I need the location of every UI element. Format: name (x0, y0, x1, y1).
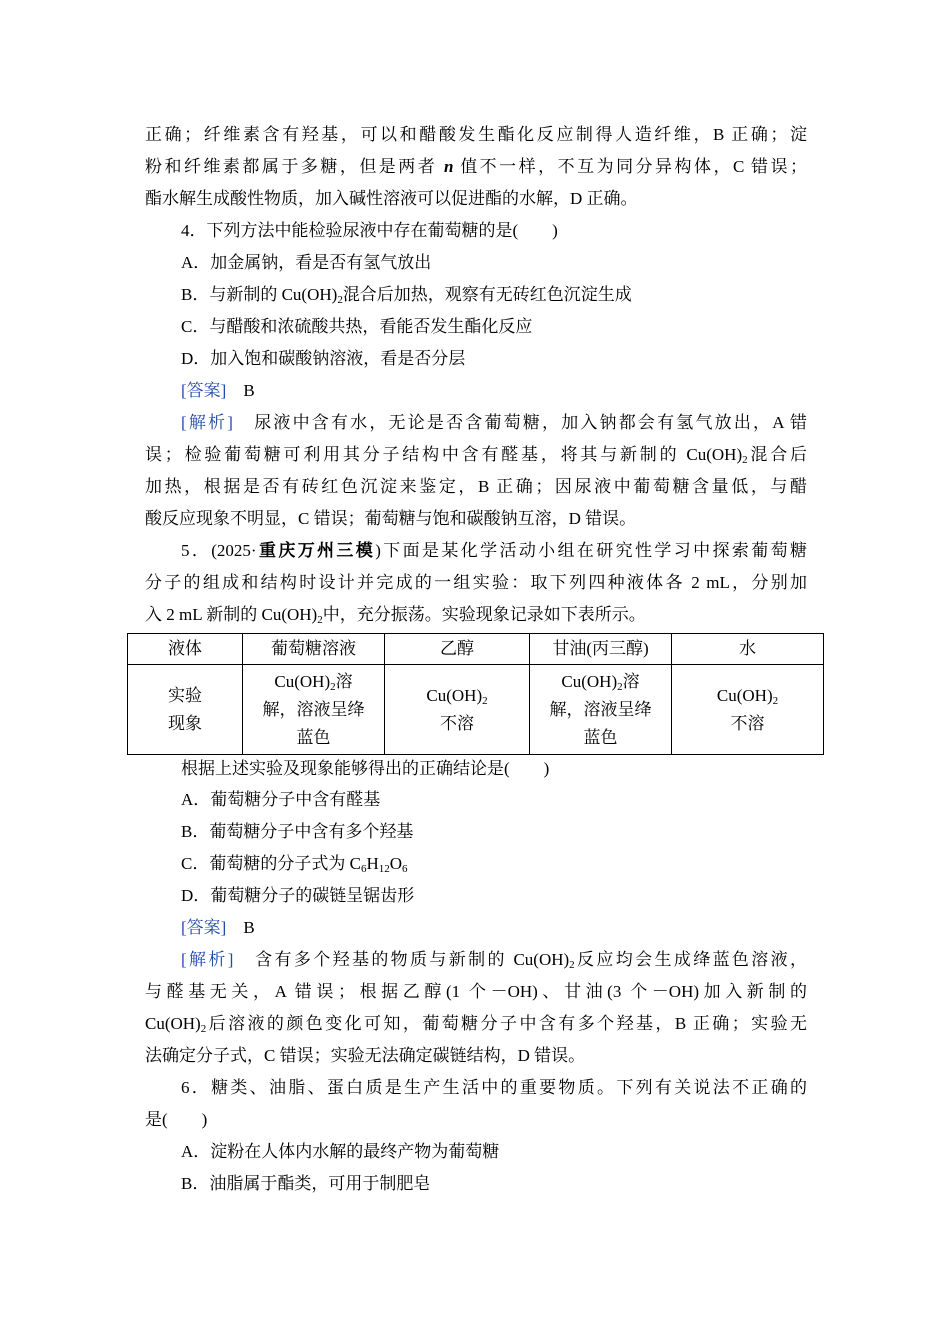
answer-tag: [答案] (181, 381, 227, 400)
table-header-cell: 乙醇 (385, 634, 530, 665)
question-source: 重庆万州三模 (256, 541, 376, 560)
option-a: A．淀粉在人体内水解的最终产物为葡萄糖 (181, 1142, 500, 1161)
option-a: A．葡萄糖分子中含有醛基 (181, 790, 381, 809)
text-line: 是( ) (145, 1110, 208, 1129)
row-label-cell: 实验 现象 (128, 665, 243, 755)
text-line: 酯水解生成酸性物质，加入碱性溶液可以促进酯的水解，D 正确。 (145, 189, 638, 208)
text-line: 入 2 mL 新制的 $Cu(OH)_2$中，充分振荡。实验现象记录如下表所示。 (145, 605, 646, 626)
option-b: B．与新制的 $Cu(OH)_2$混合后加热，观察有无砖红色沉淀生成 (181, 285, 632, 306)
table-header-cell: 甘油(丙三醇) (530, 634, 672, 665)
question-4-stem: 4．下列方法中能检验尿液中存在葡萄糖的是( ) (181, 221, 558, 240)
option-c: C．葡萄糖的分子式为 $C_6H_{12}O_6$ (181, 854, 408, 875)
explanation-4: [解析] 尿液中含有水，无论是否含葡萄糖，加入钠都会有氢气放出，A 错 (181, 413, 807, 432)
option-b: B．葡萄糖分子中含有多个羟基 (181, 822, 414, 841)
option-b: B．油脂属于酯类，可用于制肥皂 (181, 1174, 431, 1193)
table-header-cell: 葡萄糖溶液 (243, 634, 385, 665)
text-line: 法确定分子式，C 错误；实验无法确定碳链结构，D 错误。 (145, 1046, 586, 1065)
table-cell: $Cu(OH)_2$溶 解，溶液呈绛 蓝色 (243, 665, 385, 755)
explanation-tag: [解析] (181, 413, 233, 432)
explanation-tag: [解析] (181, 950, 234, 969)
answer-4: [答案] B (181, 381, 255, 400)
text-line: 与醛基无关，A 错误；根据乙醇(1 个－OH)、甘油(3 个－OH)加入新制的 (145, 982, 807, 1001)
option-c: C．与醋酸和浓硫酸共热，看能否发生酯化反应 (181, 317, 533, 336)
option-a: A．加金属钠，看是否有氢气放出 (181, 253, 432, 272)
option-d: D．葡萄糖分子的碳链呈锯齿形 (181, 886, 415, 905)
question-5-prompt: 根据上述实验及现象能够得出的正确结论是( ) (181, 759, 550, 778)
answer-5: [答案] B (181, 918, 255, 937)
question-6-stem: 6．糖类、油脂、蛋白质是生产生活中的重要物质。下列有关说法不正确的 (181, 1078, 807, 1097)
question-5-stem: 5．(2025·重庆万州三模)下面是某化学活动小组在研究性学习中探索葡萄糖 (181, 541, 808, 560)
table-cell: $Cu(OH)_2$ 不溶 (672, 665, 824, 755)
answer-tag: [答案] (181, 918, 227, 937)
text-line: 酸反应现象不明显，C 错误；葡萄糖与饱和碳酸钠互溶，D 错误。 (145, 509, 637, 528)
table-row (128, 665, 824, 755)
text-line: 加热，根据是否有砖红色沉淀来鉴定，B 正确；因尿液中葡萄糖含量低，与醋 (145, 477, 807, 496)
option-d: D．加入饱和碳酸钠溶液，看是否分层 (181, 349, 466, 368)
table-header-cell: 液体 (128, 634, 243, 665)
text-line: 正确；纤维素含有羟基，可以和醋酸发生酯化反应制得人造纤维，B 正确；淀 (145, 125, 807, 144)
explanation-5: [解析] 含有多个羟基的物质与新制的 $Cu(OH)_2$反应均会生成绛蓝色溶液， (181, 950, 808, 971)
experiment-table (127, 633, 824, 755)
table-cell: $Cu(OH)_2$溶 解，溶液呈绛 蓝色 (530, 665, 672, 755)
text-line: 误；检验葡萄糖可利用其分子结构中含有醛基，将其与新制的 $Cu(OH)_2$混合后 (145, 445, 807, 466)
text-line: 粉和纤维素都属于多糖，但是两者 n 值不一样，不互为同分异构体，C 错误； (145, 157, 808, 176)
table-header-cell: 水 (672, 634, 824, 665)
table-header-row (128, 634, 824, 665)
text-line: 分子的组成和结构时设计并完成的一组实验：取下列四种液体各 2 mL，分别加 (145, 573, 807, 592)
text-line: $Cu(OH)_2$后溶液的颜色变化可知，葡萄糖分子中含有多个羟基，B 正确；实验无 (145, 1014, 807, 1035)
table-cell: $Cu(OH)_2$ 不溶 (385, 665, 530, 755)
